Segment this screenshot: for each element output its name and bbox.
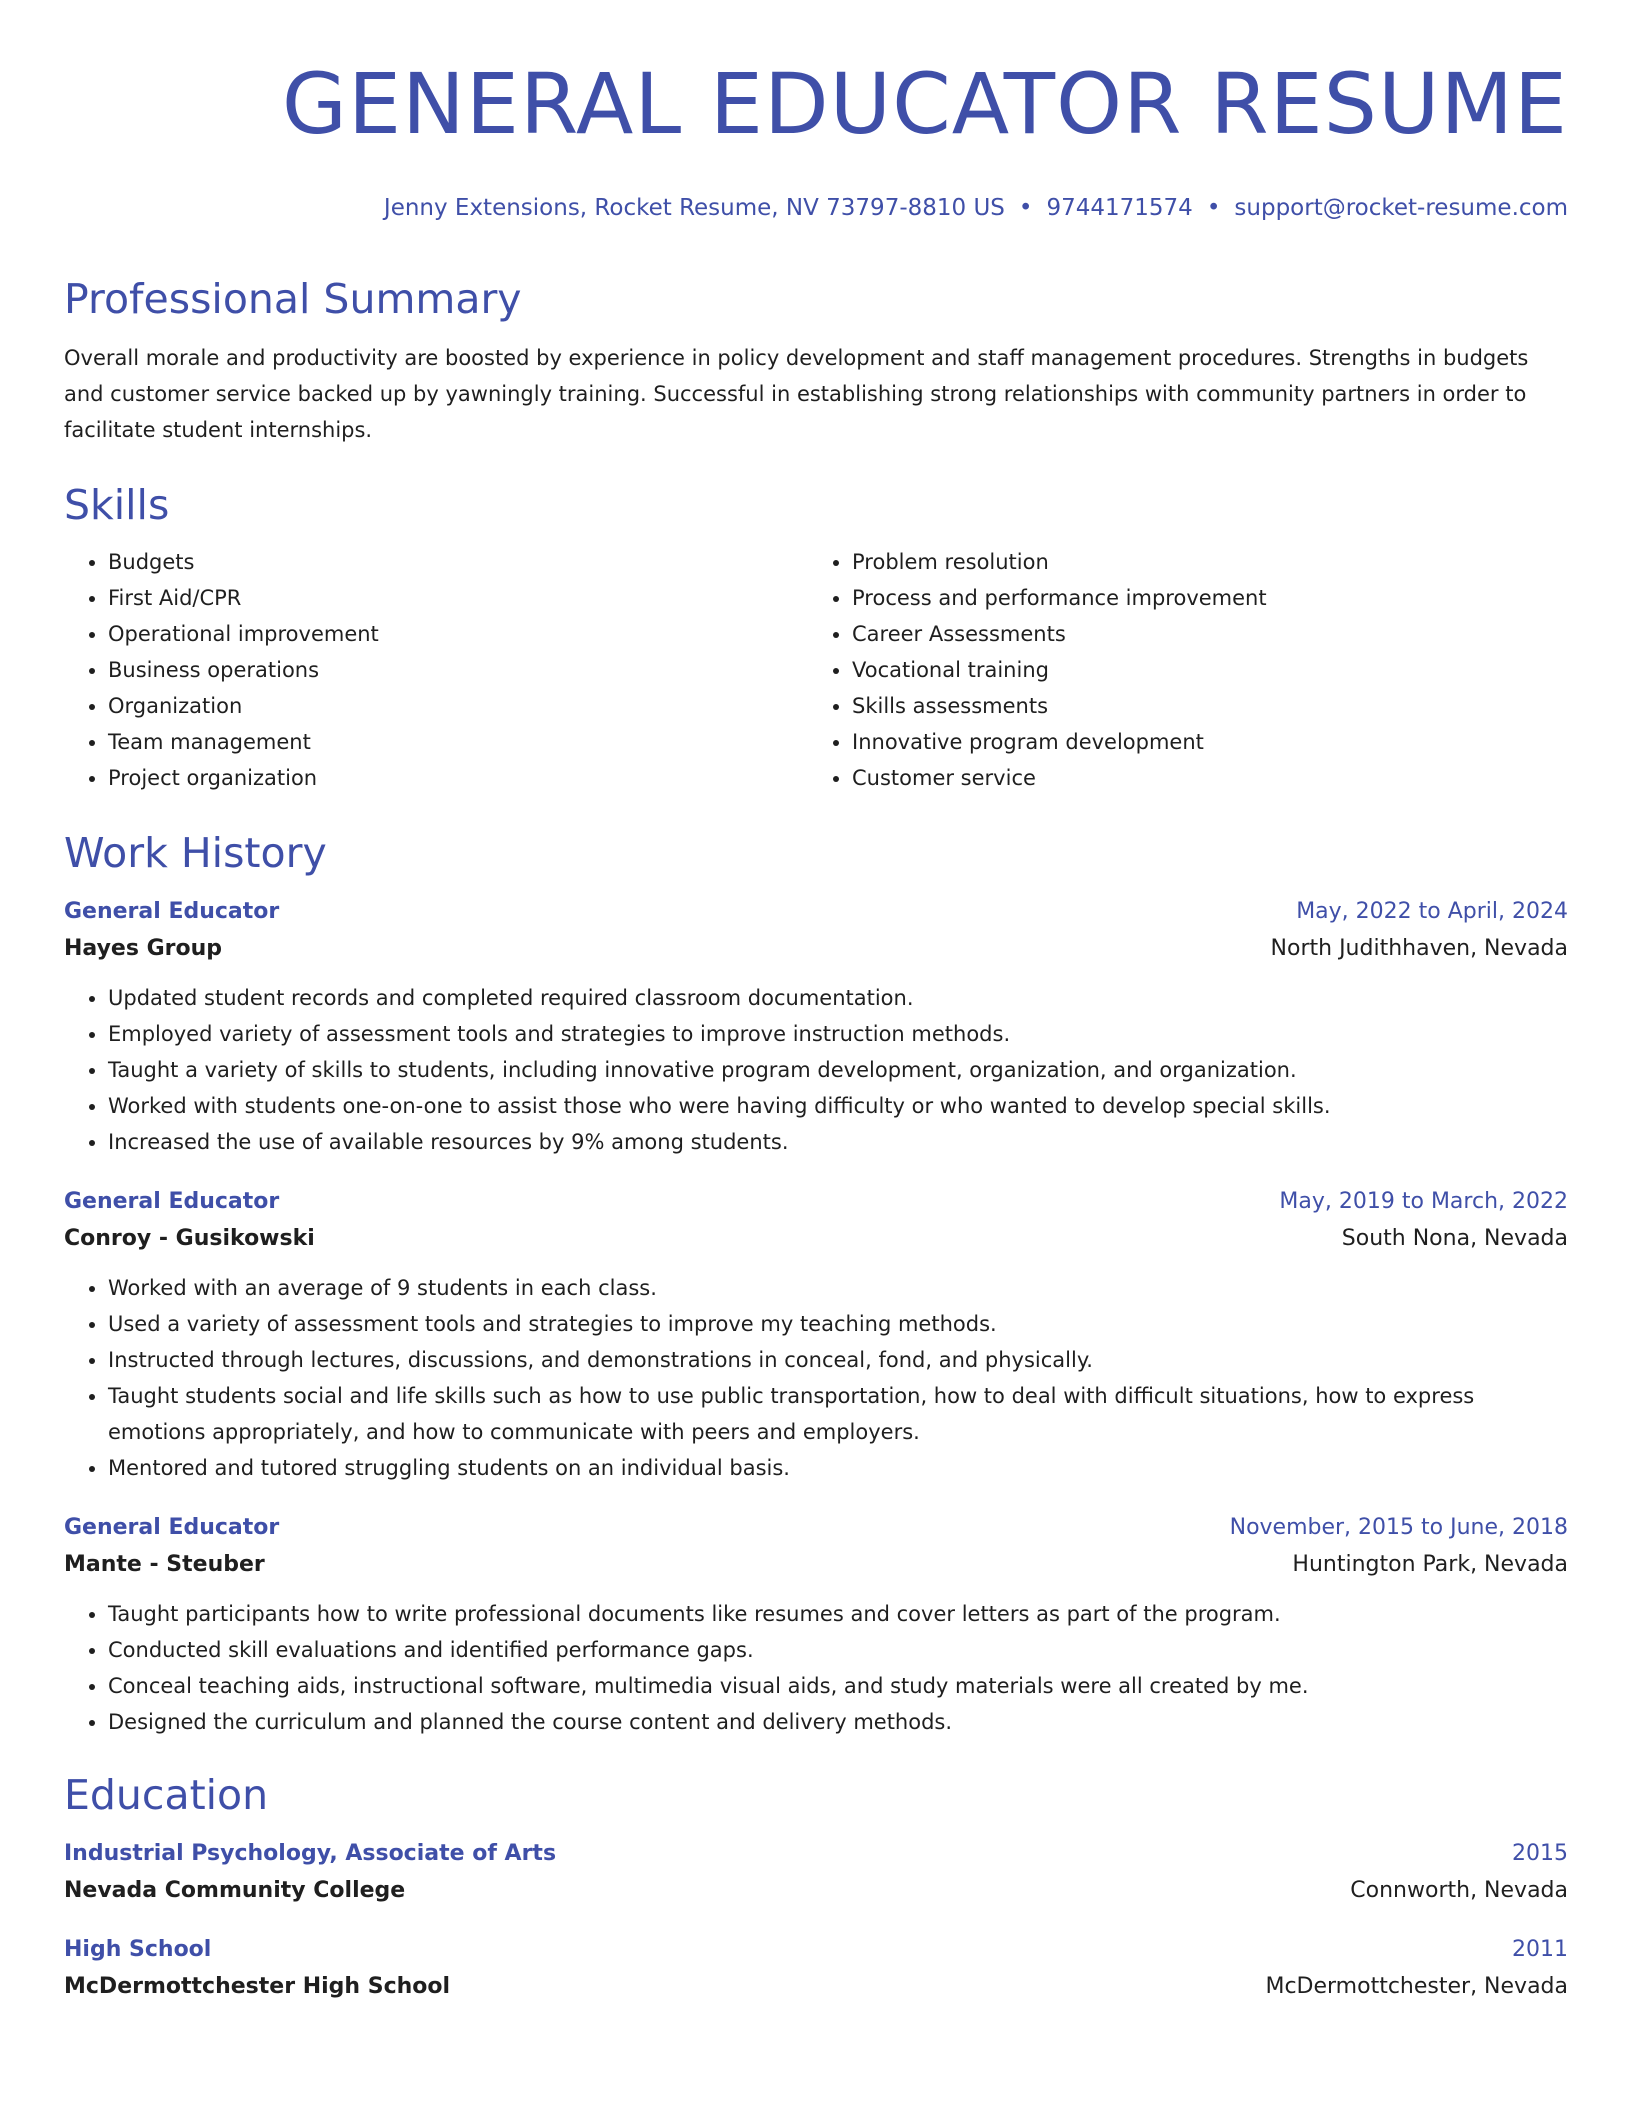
job-location: South Nona, Nevada [1341, 1226, 1568, 1251]
education-degree: Industrial Psychology, Associate of Arts [64, 1841, 557, 1866]
education-section [64, 1768, 1568, 2006]
contact-line [64, 192, 1568, 224]
education-header-row [64, 1836, 1568, 1872]
skills-heading: Skills [64, 481, 170, 529]
skill-item: • Project organization [108, 760, 808, 796]
contact-separator: • [1206, 195, 1221, 221]
contact-email: support@rocket-resume.com [1234, 195, 1568, 221]
skill-item: • Business operations [108, 652, 808, 688]
job-header-row [64, 1184, 1568, 1220]
job-bullet: • Worked with students one-on-one to assist those who were having difficulty or who wanted to develop special skills. [108, 1088, 1568, 1124]
education-header-row [64, 1932, 1568, 1968]
job-title: General Educator [64, 1515, 280, 1540]
job-bullet: • Increased the use of available resources by 9% among students. [108, 1124, 1568, 1160]
job-bullets [64, 1270, 1568, 1486]
summary-section [64, 272, 1568, 448]
job-header-row [64, 894, 1568, 930]
job-bullet: • Taught a variety of skills to students, including innovative program development, organization, and organization. [108, 1052, 1568, 1088]
job-dates: May, 2019 to March, 2022 [1279, 1189, 1568, 1214]
job-location: North Judithhaven, Nevada [1270, 936, 1568, 961]
job-bullets [64, 980, 1568, 1160]
job-entry [64, 1184, 1568, 1486]
job-bullet: • Worked with an average of 9 students in each class. [108, 1270, 1568, 1306]
job-dates: November, 2015 to June, 2018 [1229, 1515, 1568, 1540]
job-bullet: • Conducted skill evaluations and identified performance gaps. [108, 1632, 1568, 1668]
contact-phone: 9744171574 [1046, 195, 1193, 221]
education-location: McDermottchester, Nevada [1265, 1974, 1568, 1999]
education-school: McDermottchester High School [64, 1974, 451, 1999]
job-bullet: • Taught students social and life skills such as how to use public transportation, how to deal with difficult situations, how to express emotions appropriately, and how to communicate with peers and employers. [108, 1378, 1568, 1450]
job-title: General Educator [64, 1189, 280, 1214]
job-company: Conroy - Gusikowski [64, 1226, 315, 1251]
education-year: 2015 [1512, 1841, 1568, 1866]
resume-header [64, 52, 1568, 224]
job-company: Hayes Group [64, 936, 223, 961]
job-header-row [64, 1510, 1568, 1546]
job-company-row [64, 1220, 1568, 1258]
contact-address: Jenny Extensions, Rocket Resume, NV 73797-8810 US [383, 195, 1005, 221]
skills-list-left [64, 544, 808, 796]
job-bullets [64, 1596, 1568, 1740]
work-history-heading: Work History [64, 829, 327, 877]
skill-item: • Organization [108, 688, 808, 724]
job-location: Huntington Park, Nevada [1292, 1552, 1568, 1577]
skill-item: • Skills assessments [852, 688, 1552, 724]
job-bullet: • Designed the curriculum and planned the course content and delivery methods. [108, 1704, 1568, 1740]
education-school-row [64, 1872, 1568, 1910]
work-history-section [64, 826, 1568, 1740]
skill-item: • Vocational training [852, 652, 1552, 688]
skills-section [64, 478, 1568, 796]
skill-item: • First Aid/CPR [108, 580, 808, 616]
skill-item: • Career Assessments [852, 616, 1552, 652]
job-company: Mante - Steuber [64, 1552, 265, 1577]
skill-item: • Customer service [852, 760, 1552, 796]
skills-columns [64, 544, 1568, 796]
skill-item: • Operational improvement [108, 616, 808, 652]
job-bullet: • Mentored and tutored struggling students on an individual basis. [108, 1450, 1568, 1486]
job-company-row [64, 1546, 1568, 1584]
summary-text: Overall morale and productivity are boosted by experience in policy development and staff management procedures. Strengths in budgets and customer service backed up by yawningly training. Successful in establishing strong relationships with community partners in order to facilitate student internships. [64, 346, 1529, 442]
skill-item: • Problem resolution [852, 544, 1552, 580]
job-title: General Educator [64, 899, 280, 924]
job-bullet: • Instructed through lectures, discussions, and demonstrations in conceal, fond, and physically. [108, 1342, 1568, 1378]
job-bullet: • Employed variety of assessment tools and strategies to improve instruction methods. [108, 1016, 1568, 1052]
skill-item: • Process and performance improvement [852, 580, 1552, 616]
skill-item: • Team management [108, 724, 808, 760]
education-heading: Education [64, 1771, 269, 1819]
contact-separator: • [1018, 195, 1033, 221]
resume-title: GENERAL EDUCATOR RESUME [281, 55, 1568, 153]
skill-item: • Innovative program development [852, 724, 1552, 760]
job-company-row [64, 930, 1568, 968]
job-bullet: • Conceal teaching aids, instructional software, multimedia visual aids, and study materials were all created by me. [108, 1668, 1568, 1704]
job-dates: May, 2022 to April, 2024 [1296, 899, 1568, 924]
summary-heading: Professional Summary [64, 275, 522, 323]
education-school: Nevada Community College [64, 1878, 406, 1903]
job-entry [64, 1510, 1568, 1740]
job-bullet: • Used a variety of assessment tools and strategies to improve my teaching methods. [108, 1306, 1568, 1342]
education-degree: High School [64, 1937, 212, 1962]
job-bullet: • Taught participants how to write professional documents like resumes and cover letters as part of the program. [108, 1596, 1568, 1632]
education-year: 2011 [1512, 1937, 1568, 1962]
education-school-row [64, 1968, 1568, 2006]
skill-item: • Budgets [108, 544, 808, 580]
job-entry [64, 894, 1568, 1160]
job-bullet: • Updated student records and completed required classroom documentation. [108, 980, 1568, 1016]
skills-list-right [808, 544, 1552, 796]
education-location: Connworth, Nevada [1350, 1878, 1568, 1903]
education-entry [64, 1932, 1568, 2006]
education-entry [64, 1836, 1568, 1910]
